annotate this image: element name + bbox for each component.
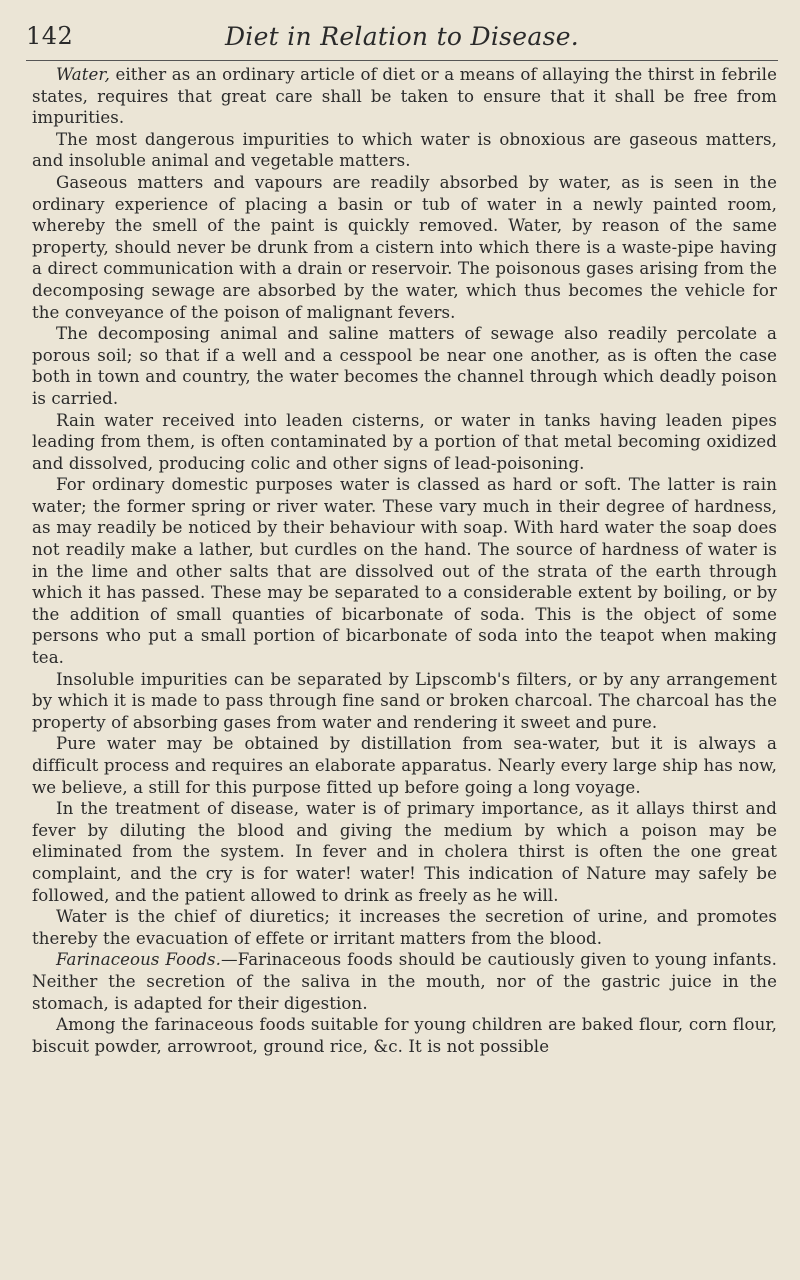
paragraph-lead-poisoning xyxy=(32,410,777,475)
paragraph-water-intro xyxy=(32,64,777,129)
paragraph-text: Gaseous matters and vapours are readily absorbed by water, as is seen in the ordinary experience of placing a basin or tub of water in a newly painted room, whereby the smell of the paint is quickly removed. Water, by reason of the same property, should never be drunk from a cistern into which there is a waste-pipe having a direct communication with a drain or reservoir. The poisonous gases arising from the decomposing sewage are absorbed by the water, which thus becomes the vehicle for the conveyance of the poison of malignant fevers. xyxy=(32,172,777,322)
header-rule xyxy=(26,60,778,61)
paragraph-text: —Farinaceous foods should be cautiously given to young infants. Neither the secretion of the saliva in the mouth, nor of the gastric juice in the stomach, is adapted for their digestion. xyxy=(32,950,777,1013)
paragraph-text: Pure water may be obtained by distillation from sea-water, but it is always a difficult process and requires an elaborate apparatus. Nearly every large ship has now, we believe, a still for this purpose fitted up before going a long voyage. xyxy=(32,734,777,797)
paragraph-text: Among the farinaceous foods suitable for young children are baked flour, corn flour, biscuit powder, arrowroot, ground rice, &c. It is not possible xyxy=(32,1015,777,1056)
section-lead-water: Water, xyxy=(56,65,110,84)
paragraph-farinaceous-intro xyxy=(32,949,777,1014)
paragraph-sewage xyxy=(32,323,777,409)
body-text xyxy=(32,64,777,1057)
page-number: 142 xyxy=(26,22,74,50)
paragraph-filters xyxy=(32,669,777,734)
paragraph-hard-soft-water xyxy=(32,474,777,668)
paragraph-distillation xyxy=(32,733,777,798)
paragraph-text: The most dangerous impurities to which water is obnoxious are gaseous matters, and insoluble animal and vegetable matters. xyxy=(32,129,777,171)
paragraph-text: either as an ordinary article of diet or a means of allaying the thirst in febrile states, requires that great care shall be taken to ensure that it shall be free from impurities. xyxy=(32,65,777,128)
paragraph-farinaceous-foods xyxy=(32,1014,777,1057)
paragraph-text: Rain water received into leaden cisterns, or water in tanks having leaden pipes leading from them, is often contaminated by a portion of that metal becoming oxidized and dissolved, producing colic and other signs of lead-poisoning. xyxy=(32,410,777,473)
paragraph-treatment xyxy=(32,798,777,906)
paragraph-gaseous-matters xyxy=(32,172,777,323)
paragraph-impurities xyxy=(32,129,777,172)
paragraph-diuretics xyxy=(32,906,777,949)
running-head: Diet in Relation to Disease. xyxy=(224,22,580,51)
section-lead-farinaceous: Farinaceous Foods. xyxy=(56,950,222,970)
paragraph-text: For ordinary domestic purposes water is classed as hard or soft. The latter is rain water; the former spring or river water. These vary much in their degree of hardness, as may readily be noticed by their behaviour with soap. With hard water the soap does not readily make a lather, but curdles on the hand. The source of hardness of water is in the lime and other salts that are dissolved out of the strata of the earth through which it has passed. These may be separated to a considerable extent by boiling, or by the addition of small quanties of bicarbonate of soda. This is the object of some persons who put a small portion of bicarbonate of soda into the teapot when making tea. xyxy=(32,475,777,668)
paragraph-text: Water is the chief of diuretics; it increases the secretion of urine, and promotes thereby the evacuation of effete or irritant matters from the blood. xyxy=(32,907,777,948)
paragraph-text: In the treatment of disease, water is of primary importance, as it allays thirst and fever by diluting the blood and giving the medium by which a poison may be eliminated from the system. In fever and in cholera thirst is often the one great complaint, and the cry is for water! water! This indication of Nature may safely be followed, and the patient allowed to drink as freely as he will. xyxy=(32,799,777,905)
page-header xyxy=(26,22,778,56)
paragraph-text: The decomposing animal and saline matters of sewage also readily percolate a porous soil; so that if a well and a cesspool be near one another, as is often the case both in town and country, the water becomes the channel through which deadly poison is carried. xyxy=(32,324,777,408)
paragraph-text: Insoluble impurities can be separated by Lipscomb's filters, or by any arrangement by which it is made to pass through fine sand or broken charcoal. The charcoal has the property of absorbing gases from water and rendering it sweet and pure. xyxy=(32,669,777,732)
